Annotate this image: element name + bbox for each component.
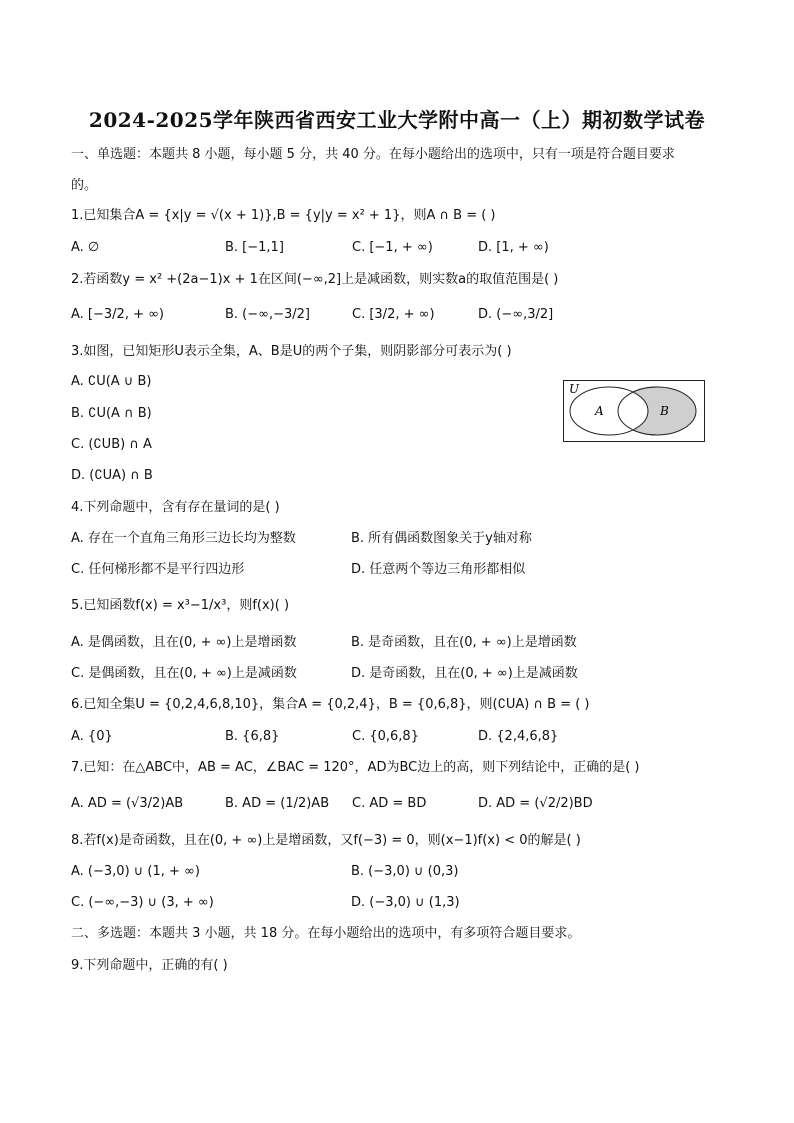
question-1-option-d: D. [1, + ∞) (478, 240, 549, 255)
question-8-option-c: C. (−∞,−3) ∪ (3, + ∞) (71, 895, 214, 910)
set-a-ellipse (570, 387, 648, 435)
question-2-option-b: B. (−∞,−3/2] (225, 307, 310, 322)
question-1-option-b: B. [−1,1] (225, 240, 284, 255)
question-6-option-a: A. {0} (71, 729, 113, 744)
question-6-option-b: B. {6,8} (225, 729, 280, 744)
question-2-stem: 2.若函数y = x² +(2a−1)x + 1在区间(−∞,2]上是减函数，则实数a的取值范围是( ) (71, 272, 559, 287)
label-b: B (660, 404, 669, 418)
question-4-option-c: C. 任何梯形都不是平行四边形 (71, 562, 245, 577)
question-6-option-d: D. {2,4,6,8} (478, 729, 559, 744)
question-7-option-d: D. AD = (√2/2)BD (478, 796, 593, 811)
question-2-option-c: C. [3/2, + ∞) (352, 307, 435, 322)
question-7-stem: 7.已知：在△ABC中，AB = AC，∠BAC = 120°，AD为BC边上的高，则下列结论中，正确的是( ) (71, 760, 640, 775)
question-4-option-d: D. 任意两个等边三角形都相似 (351, 562, 526, 577)
question-8-option-d: D. (−3,0) ∪ (1,3) (351, 895, 460, 910)
question-2-option-d: D. (−∞,3/2] (478, 307, 554, 322)
question-9-stem: 9.下列命题中，正确的有( ) (71, 958, 228, 973)
label-u: U (569, 382, 580, 396)
section1-instructions-cont: 的。 (71, 178, 98, 193)
question-8-option-b: B. (−3,0) ∪ (0,3) (351, 864, 459, 879)
question-6-option-c: C. {0,6,8} (352, 729, 419, 744)
question-1-option-a: A. ∅ (71, 240, 100, 255)
question-1-stem: 1.已知集合A = {x|y = √(x + 1)},B = {y|y = x² + 1}，则A ∩ B = ( ) (71, 208, 496, 223)
question-7-option-c: C. AD = BD (352, 796, 427, 811)
question-7-option-a: A. AD = (√3/2)AB (71, 796, 184, 811)
question-3-stem: 3.如图，已知矩形U表示全集，A、B是U的两个子集，则阴影部分可表示为( ) (71, 344, 512, 359)
question-4-option-b: B. 所有偶函数图象关于y轴对称 (351, 531, 532, 546)
label-a: A (595, 404, 604, 418)
page-title: 2024-2025学年陕西省西安工业大学附中高一（上）期初数学试卷 (88, 108, 706, 132)
section1-instructions: 一、单选题：本题共 8 小题，每小题 5 分，共 40 分。在每小题给出的选项中，只有一项是符合题目要求 (71, 147, 675, 162)
question-5-option-c: C. 是偶函数，且在(0, + ∞)上是减函数 (71, 666, 297, 681)
question-3-option-a: A. ∁U(A ∪ B) (71, 374, 152, 389)
question-3-option-d: D. (∁UA) ∩ B (71, 468, 153, 483)
question-1-option-c: C. [−1, + ∞) (352, 240, 433, 255)
question-3-option-c: C. (∁UB) ∩ A (71, 437, 152, 452)
section2-instructions: 二、多选题：本题共 3 小题，共 18 分。在每小题给出的选项中，有多项符合题目要求。 (71, 926, 581, 941)
question-8-stem: 8.若f(x)是奇函数，且在(0, + ∞)上是增函数，又f(−3) = 0，则(x−1)f(x) < 0的解是( ) (71, 833, 581, 848)
question-5-option-d: D. 是奇函数，且在(0, + ∞)上是减函数 (351, 666, 578, 681)
question-5-option-b: B. 是奇函数，且在(0, + ∞)上是增函数 (351, 635, 577, 650)
question-7-option-b: B. AD = (1/2)AB (225, 796, 330, 811)
venn-diagram (563, 380, 705, 442)
question-3-option-b: B. ∁U(A ∩ B) (71, 406, 152, 421)
question-2-option-a: A. [−3/2, + ∞) (71, 307, 165, 322)
question-5-option-a: A. 是偶函数，且在(0, + ∞)上是增函数 (71, 635, 297, 650)
question-4-stem: 4.下列命题中，含有存在量词的是( ) (71, 500, 280, 515)
question-5-stem: 5.已知函数f(x) = x³−1/x³，则f(x)( ) (71, 598, 290, 613)
question-6-stem: 6.已知全集U = {0,2,4,6,8,10}，集合A = {0,2,4}，B = {0,6,8}，则(∁UA) ∩ B = ( ) (71, 697, 590, 712)
question-8-option-a: A. (−3,0) ∪ (1, + ∞) (71, 864, 200, 879)
question-4-option-a: A. 存在一个直角三角形三边长均为整数 (71, 531, 296, 546)
